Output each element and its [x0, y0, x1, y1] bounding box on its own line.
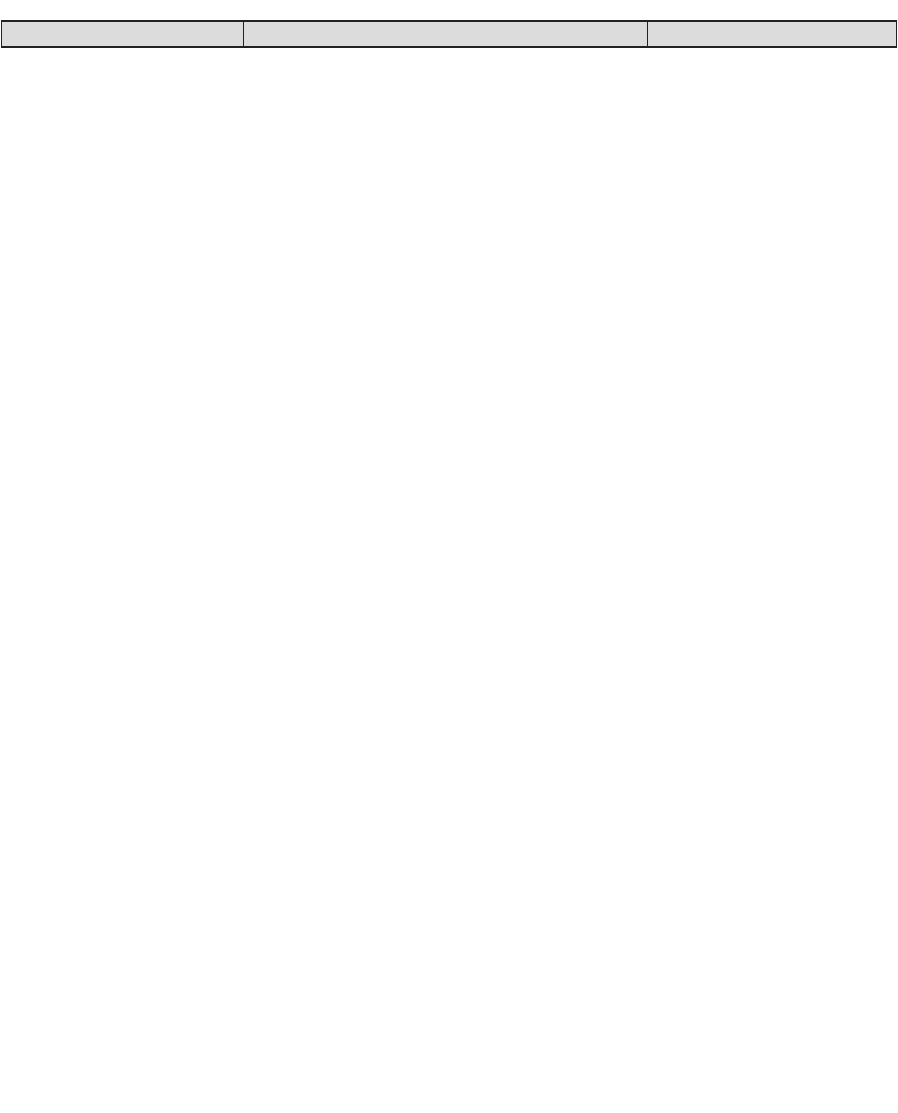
header-cell: [2, 21, 244, 47]
table-header-row: [2, 21, 897, 47]
header-cell: [244, 21, 648, 47]
header-cell: [648, 21, 897, 47]
data-table: [1, 20, 897, 48]
